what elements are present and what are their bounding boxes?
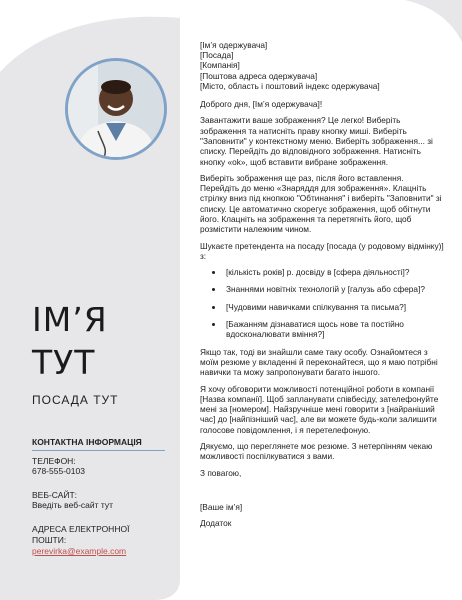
- website-value: Введіть веб-сайт тут: [32, 500, 114, 510]
- qualifications-list: [200, 267, 445, 339]
- recipient-title: [Посада]: [200, 50, 234, 61]
- website-label: ВЕБ-САЙТ:: [32, 490, 78, 500]
- phone-label: ТЕЛЕФОН:: [32, 456, 76, 466]
- contact-divider: [32, 450, 165, 451]
- letter-body: [200, 40, 445, 535]
- closing: З повагою,: [200, 467, 242, 478]
- recipient-block: [200, 40, 445, 91]
- list-item: • [Бажанням дізнаватися щось нове та постійно вдосконалювати вміння?]: [224, 319, 445, 340]
- phone-value: 678-555-0103: [32, 466, 85, 476]
- paragraph-2: Виберіть зображення ще раз, після його вставлення. Перейдіть до меню «Знаряддя для зображення». Клацніть стрілку вниз під кнопкою "Обтинання" і виберіть "Заповнити" зі списку. Це автоматично скорегує зображення, щоб обітнути його. Клацніть на зображення та перетягніть його, щоб розмістити належним чином.: [200, 172, 442, 235]
- name-line-2: ТУТ: [32, 343, 96, 382]
- recipient-city: [Місто, область і поштовий індекс одержувача]: [200, 80, 380, 91]
- profile-photo[interactable]: [65, 58, 167, 160]
- paragraph-3: Шукаєте претендента на посаду [посада (у родовому відмінку)] з:: [200, 240, 444, 261]
- contact-heading: КОНТАКТНА ІНФОРМАЦІЯ: [32, 437, 142, 447]
- list-item: • [Чудовими навичками спілкування та письма?]: [224, 302, 445, 312]
- name-line-1: ІМ’Я: [32, 300, 108, 339]
- paragraph-1: Завантажити ваше зображення? Це легко! Виберіть зображення та натисніть праву кнопку миші. Виберіть "Заповнити" у контекстному меню. Виберіть зображення... зі списку. Перейдіть до відповідного зображення. Натисніть кнопку «ok», щоб вставити вибране зображення.: [200, 115, 433, 167]
- job-title: ПОСАДА ТУТ: [32, 393, 119, 407]
- top-right-curve: [405, 0, 462, 42]
- greeting: Доброго дня, [Ім’я одержувача]!: [200, 99, 323, 110]
- signature-name: [Ваше ім’я]: [200, 501, 243, 512]
- person-photo-image: [68, 61, 164, 157]
- recipient-address: [Поштова адреса одержувача]: [200, 70, 318, 81]
- paragraph-6: Дякуємо, що переглянете моє резюме. З нетерпінням чекаю можливості поспілкуватися з вами.: [200, 441, 433, 462]
- list-item: • [кількість років] р. досвіду в [сфера діяльності]?: [224, 267, 445, 277]
- recipient-company: [Компанія]: [200, 60, 240, 71]
- email-label: АДРЕСА ЕЛЕКТРОННОЇ ПОШТИ:: [32, 524, 130, 545]
- paragraph-5: Я хочу обговорити можливості потенційної роботи в компанії [Назва компанії]. Щоб запланувати співбесіду, зателефонуйте мені за [номером]. Найзручніше мені говорити з [найраніший час] до [найпізніший час], але ви можете будь-коли залишити голосове повідомлення, і я перетелефоную.: [200, 383, 439, 435]
- list-item: • Знаннями новітніх технологій у [галузь або сфера]?: [224, 284, 445, 294]
- recipient-name: [Ім’я одержувача]: [200, 40, 268, 50]
- signature-space: [200, 484, 445, 502]
- enclosure: Додаток: [200, 518, 232, 529]
- paragraph-4: Якщо так, тоді ви знайшли саме таку особу. Ознайомтеся з моїм резюме у вкладенні й переконайтеся, що я маю потрібні навички та можу запропонувати багато іншого.: [200, 346, 438, 378]
- email-link[interactable]: perevirka@example.com: [32, 546, 127, 556]
